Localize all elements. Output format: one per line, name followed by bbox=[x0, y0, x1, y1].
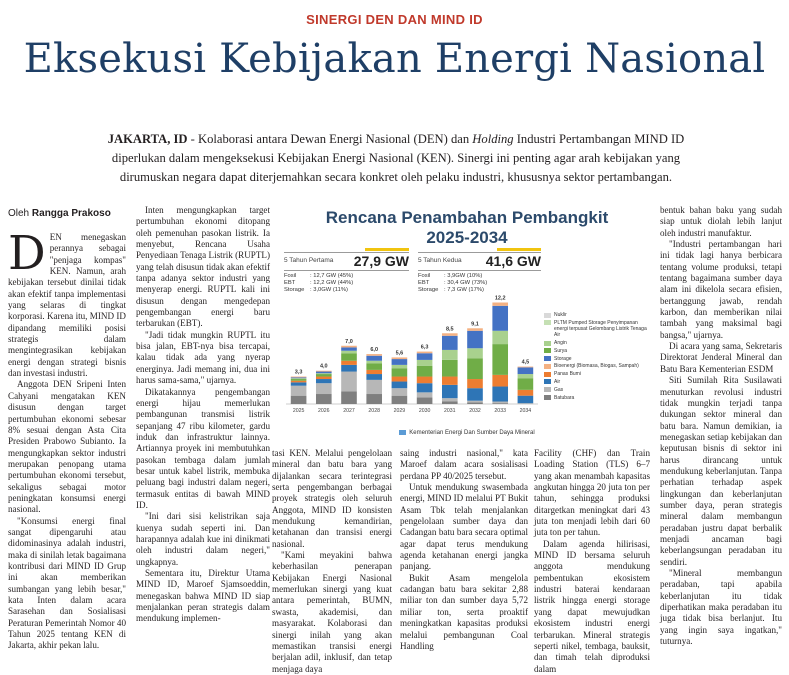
bar-segment-panas-bumi bbox=[291, 381, 307, 383]
lead-text-a: - Kolaborasi antara Dewan Energi Nasional (DEN) dan bbox=[187, 132, 473, 146]
legend-label: Angin bbox=[554, 340, 567, 346]
legend-item bbox=[544, 356, 648, 362]
bar-segment-storage bbox=[442, 336, 458, 350]
bar-segment-angin bbox=[467, 348, 483, 358]
phase-1-label: 5 Tahun Pertama bbox=[284, 257, 334, 264]
stat-value: : 7,3 GW (17%) bbox=[444, 287, 484, 294]
bar-segment-batubara bbox=[492, 403, 508, 404]
legend-label: Gas bbox=[554, 386, 564, 393]
bar-total-label: 6,0 bbox=[370, 347, 379, 354]
bar-segment-panas-bumi bbox=[467, 379, 483, 388]
body-column-1 bbox=[8, 226, 126, 652]
legend-item bbox=[544, 363, 648, 369]
paragraph: "Kami meyakini bahwa keberhasilan penerapan Kebijakan Energi Nasional memerlukan sinergi yang kuat antara pemerintah, BUMN, swasta, akademisi, dan masyarakat. Kolaborasi dan sinergi inilah yang akan memastikan transisi energi berjalan adil, inklusif, dan tetap menjaga daya bbox=[272, 550, 392, 674]
bar-total-label: 8,5 bbox=[445, 326, 454, 333]
byline-author: Rangga Prakoso bbox=[31, 208, 111, 219]
phase-2-label: 5 Tahun Kedua bbox=[418, 257, 462, 264]
legend-item bbox=[544, 348, 648, 354]
bar-segment-storage bbox=[316, 372, 332, 374]
x-tick-label: 2027 bbox=[343, 408, 355, 414]
bar-segment-angin bbox=[442, 350, 458, 360]
x-tick-label: 2033 bbox=[494, 408, 506, 414]
legend-swatch bbox=[544, 348, 551, 353]
legend-label: Nuklir bbox=[554, 312, 567, 318]
paragraph: Facility (CHF) dan Train Loading Station (TLS) 6–7 yang akan menambah kapasitas angkutan hingga 20 juta ton per tahun, sehingga produksi ditargetkan meningkat dari 43 juta ton menjadi lebih dari 60 juta ton per tahun. bbox=[534, 448, 650, 538]
stat-key: Fosil bbox=[284, 273, 297, 279]
bar-segment-panas-bumi bbox=[518, 390, 534, 396]
bar-total-label: 4,5 bbox=[521, 359, 530, 366]
bar-segment-storage bbox=[291, 377, 307, 378]
stat-key: EBT bbox=[418, 280, 430, 287]
legend-label: Air bbox=[554, 378, 561, 385]
paragraph: "Ini dari sisi kelistrikan saja kuenya sudah seperti ini. Dan harapannya adalah kue ini dinikmati oleh industri dalam negeri," ungkapnya. bbox=[136, 511, 270, 567]
bar-segment-bioenergi bbox=[366, 354, 382, 356]
body-column-4 bbox=[534, 448, 650, 675]
bar-total-label: 5,6 bbox=[395, 350, 404, 357]
bar-segment-gas bbox=[291, 386, 307, 396]
legend-swatch bbox=[544, 372, 551, 377]
byline bbox=[8, 208, 111, 219]
body-column-5 bbox=[660, 205, 782, 647]
bar-total-label: 7,0 bbox=[345, 338, 353, 345]
capacity-chart bbox=[282, 208, 652, 440]
bar-total-label: 12,2 bbox=[494, 295, 506, 302]
bar-segment-air bbox=[392, 382, 408, 389]
bar-total-label: 3,3 bbox=[294, 369, 303, 376]
source-text: Kementerian Energi Dan Sumber Daya Mineral bbox=[409, 430, 535, 437]
bar-segment-surya bbox=[442, 360, 458, 377]
legend-item bbox=[544, 312, 648, 318]
bar-segment-batubara bbox=[341, 392, 357, 404]
body-column-2b bbox=[272, 448, 392, 675]
bar-segment-batubara bbox=[316, 394, 332, 404]
bar-segment-bioenergi bbox=[518, 367, 534, 368]
legend-swatch bbox=[544, 341, 551, 346]
x-tick-label: 2025 bbox=[292, 408, 305, 414]
bar-segment-bioenergi bbox=[492, 303, 508, 306]
stat-value: : 12,7 GW (45%) bbox=[310, 273, 354, 279]
bar-segment-air bbox=[417, 383, 433, 392]
bar-segment-surya bbox=[341, 353, 357, 360]
legend-label: Storage bbox=[554, 355, 572, 362]
bar-segment-batubara bbox=[467, 402, 483, 404]
bar-segment-panas-bumi bbox=[442, 377, 458, 385]
stat-value: : 12,2 GW (44%) bbox=[310, 280, 354, 287]
bar-total-label: 4,0 bbox=[319, 363, 328, 370]
bar-segment-angin bbox=[518, 374, 534, 378]
dateline: JAKARTA, ID bbox=[107, 132, 188, 146]
paragraph: EN menegaskan perannya sebagai "penjaga kompas" KEN. Namun, arah kebijakan tersebut dinilai tidak akan efektif tanpa implementasi yang selaras di tingkat korporasi. Karena itu, MIND ID dipandang memiliki posisi strategis dalam mengintegrasikan kebijakan energi dengan strategi bisnis dan investasi industri. bbox=[8, 232, 126, 379]
bar-segment-bioenergi bbox=[417, 352, 433, 354]
stat-key: Storage bbox=[418, 287, 439, 294]
paragraph: Dalam agenda hilirisasi, MIND ID bersama seluruh anggota mendukung pembentukan ekosistem industri baterai kendaraan listrik hingga energi storage yang dapat mewujudkan ekosistem industri energi terbarukan. Mineral strategis seperti nikel, tembaga, bauksit, dan timah telah diproduksi dalam bbox=[534, 538, 650, 674]
bar-segment-panas-bumi bbox=[341, 361, 357, 365]
x-tick-label: 2031 bbox=[444, 408, 456, 414]
legend-swatch bbox=[544, 379, 551, 384]
bar-segment-storage bbox=[492, 306, 508, 331]
bar-segment-gas bbox=[467, 401, 483, 403]
legend-swatch bbox=[544, 356, 551, 361]
paragraph: Dikatakannya pengembangan energi hijau memerlukan pembangunan transmisi listrik sepanjang 47 ribu kilometer, gardu induk dan infrastruktur lainnya. Artiannya proyek ini membutuhkan pasokan tembaga dalam jumlah besar untuk kabel listrik, membuka peluang bagi industri dalam negeri, termasuk entitas di bawah MIND ID. bbox=[136, 386, 270, 510]
stat-value: : 3,9GW (10%) bbox=[444, 273, 483, 279]
paragraph: "Mineral membangun peradaban, tapi apabila keberlanjutan itu tidak diperhatikan maka peradaban itu juga tidak bisa berlanjut. Itu yang ingin saya ingatkan," tuturnya. bbox=[660, 568, 782, 647]
bar-segment-air bbox=[316, 379, 332, 383]
dropcap: D bbox=[8, 226, 46, 281]
legend-label: Surya bbox=[554, 347, 568, 354]
bar-segment-gas bbox=[316, 383, 332, 394]
paragraph: saing industri nasional," kata Maroef dalam acara sosialisasi perdana PP 40/2025 tersebut. bbox=[400, 448, 528, 481]
bar-segment-angin bbox=[291, 378, 307, 379]
bar-segment-angin bbox=[366, 361, 382, 364]
byline-prefix: Oleh bbox=[8, 208, 32, 219]
bar-segment-storage bbox=[467, 331, 483, 348]
bar-segment-batubara bbox=[366, 394, 382, 404]
paragraph: Anggota DEN Sripeni Inten Cahyani mengatakan KEN disusun dengan target pertumbuhan ekonomi sebesar 8% sesuai dengan Asta Cita Presiden Prabowo Subianto. Ia mengungkapkan sektor industri merupakan penopang utama pertumbuhan ekonomi tersebut, sekaligus sebagai motor peningkatan konsumsi energi nasional. bbox=[8, 379, 126, 515]
x-tick-label: 2030 bbox=[418, 408, 431, 414]
bar-segment-bioenergi bbox=[291, 377, 307, 378]
legend-item bbox=[544, 387, 648, 393]
bar-segment-surya bbox=[392, 368, 408, 376]
x-tick-label: 2034 bbox=[519, 408, 532, 414]
x-tick-label: 2032 bbox=[469, 408, 481, 414]
bar-segment-air bbox=[366, 374, 382, 380]
legend-swatch bbox=[544, 395, 551, 400]
chart-title-line2: 2025-2034 bbox=[426, 228, 508, 247]
bar-segment-gas bbox=[518, 403, 534, 404]
bar-segment-air bbox=[467, 388, 483, 400]
paragraph: Untuk mendukung swasembada energi, MIND ID melalui PT Bukit Asam Tbk telah menjalankan pengelolaan sumber daya dan Cadangan batu bara secara optimal agar dapat terus mendukung agenda ketahanan energi jangka panjang. bbox=[400, 482, 528, 572]
bar-segment-panas-bumi bbox=[492, 375, 508, 387]
bar-segment-gas bbox=[492, 402, 508, 404]
legend-item bbox=[544, 320, 648, 339]
bar-segment-batubara bbox=[417, 397, 433, 404]
bar-segment-gas bbox=[392, 388, 408, 395]
stat-key: Storage bbox=[284, 287, 305, 294]
bar-segment-bioenergi bbox=[467, 328, 483, 331]
legend-swatch bbox=[544, 313, 551, 318]
paragraph: "Konsumsi energi final sangat dipengaruhi atau didominasinya adalah industri, maka di sinilah letak bagaimana kontribusi dari MIND ID Grup ini akan memberikan sumbangan yang lebih besar," kata Inten dalam acara Sarasehan dan Sosialisasi Peraturan Pemerintah Nomor 40 Tahun 2025 tentang KEN di Jakarta, akhir pekan lalu. bbox=[8, 515, 126, 651]
bar-segment-gas bbox=[366, 380, 382, 394]
bar-total-label: 9,1 bbox=[471, 321, 479, 328]
legend-item bbox=[544, 340, 648, 346]
bar-segment-batubara bbox=[392, 396, 408, 404]
stat-key: EBT bbox=[284, 280, 296, 287]
headline: Eksekusi Kebijakan Energi Nasional bbox=[23, 36, 766, 82]
bar-segment-surya bbox=[316, 374, 332, 377]
bar-segment-surya bbox=[291, 379, 307, 381]
lead-holding: Holding bbox=[472, 132, 514, 146]
bar-segment-angin bbox=[492, 331, 508, 344]
bar-segment-batubara bbox=[291, 396, 307, 404]
bar-segment-panas-bumi bbox=[366, 370, 382, 374]
lead-paragraph bbox=[86, 130, 706, 187]
stat-value: : 3,0GW (11%) bbox=[310, 287, 348, 294]
bar-segment-surya bbox=[467, 358, 483, 379]
x-tick-label: 2029 bbox=[393, 408, 406, 414]
bar-segment-angin bbox=[392, 365, 408, 368]
legend-label: Batubara bbox=[554, 394, 575, 401]
bar-segment-bioenergi bbox=[316, 371, 332, 372]
bar-segment-angin bbox=[316, 373, 332, 374]
legend-label: Bioenergi (Biomasa, Biogas, Sampah) bbox=[554, 363, 639, 370]
bar-segment-air bbox=[291, 382, 307, 385]
bar-segment-air bbox=[518, 396, 534, 403]
bar-segment-panas-bumi bbox=[392, 377, 408, 382]
phase-2-total: 41,6 GW bbox=[485, 253, 541, 269]
bar-segment-gas bbox=[417, 392, 433, 397]
paragraph: Inten mengungkapkan target pertumbuhan ekonomi ditopang oleh pemenuhan pasokan listrik. Ia menyebut, Rencana Usaha Penyediaan Tenaga Listrik (RUPTL) yang telah disusun tidak akan efektif tanpa adanya sektor industri yang menyerap energi. RUPTL kali ini disusun dengan mengedepan pengembangan energi baru terbarukan (EBT). bbox=[136, 205, 270, 329]
bar-total-label: 6,3 bbox=[420, 344, 429, 351]
bar-segment-panas-bumi bbox=[417, 377, 433, 384]
bar-segment-storage bbox=[341, 347, 357, 350]
legend-label: PLTM Pumped Storage Penyimpanan energi terpusat Gelombang Listrik Tenaga Air bbox=[554, 319, 647, 339]
bar-segment-storage bbox=[417, 353, 433, 360]
bar-segment-bioenergi bbox=[442, 333, 458, 336]
legend-item bbox=[544, 395, 648, 401]
bar-segment-batubara bbox=[442, 402, 458, 405]
bar-segment-panas-bumi bbox=[316, 377, 332, 380]
chart-legend bbox=[544, 312, 648, 402]
paragraph: Sementara itu, Direktur Utama MIND ID, Maroef Sjamsoeddin, menegaskan bahwa MIND ID siap menjalankan peran strategis dalam mendukung implemen- bbox=[136, 568, 270, 624]
legend-swatch bbox=[544, 387, 551, 392]
bar-segment-air bbox=[341, 365, 357, 372]
chart-source bbox=[282, 430, 652, 436]
bar-segment-storage bbox=[518, 367, 534, 374]
legend-swatch bbox=[544, 364, 551, 369]
bar-segment-bioenergi bbox=[392, 357, 408, 359]
x-tick-label: 2028 bbox=[368, 408, 380, 414]
lead-text-b: Industri Pertambangan MIND ID diperlukan dalam mengeksekusi Kebijakan Energi Nasional (KEN). Sinergi ini penting agar arah kebijakan yang dirumuskan negara dapat diterjemahkan secara konkret oleh pelaku industri, khususnya sektor pertambangan. bbox=[111, 132, 685, 184]
x-tick-label: 2026 bbox=[318, 408, 330, 414]
bar-segment-angin bbox=[417, 360, 433, 366]
legend-item bbox=[544, 371, 648, 377]
bar-segment-gas bbox=[341, 372, 357, 392]
source-swatch bbox=[399, 430, 406, 435]
phase-1-total: 27,9 GW bbox=[353, 253, 409, 269]
stat-value: : 30,4 GW (73%) bbox=[444, 280, 488, 287]
bar-segment-storage bbox=[366, 356, 382, 361]
bar-segment-surya bbox=[518, 378, 534, 390]
bar-segment-surya bbox=[492, 344, 508, 375]
paragraph: Di acara yang sama, Sekretaris Direktorat Jenderal Mineral dan Batu Bara Kementerian ESDM bbox=[660, 341, 782, 374]
paragraph: "Jadi tidak mungkin RUPTL itu bisa jalan, EBT-nya bisa tercapai, kalau tidak ada yang nyerap energinya. Jadi memang ini, dua ini harus sama-sama," ujarnya. bbox=[136, 329, 270, 386]
bar-segment-gas bbox=[442, 398, 458, 401]
bar-segment-air bbox=[492, 387, 508, 402]
paragraph: Bukit Asam mengelola cadangan batu bara sekitar 2,88 miliar ton dan sumber daya 5,72 miliar ton, serta proaktif meningkatkan kapasitas produksi melalui pembangunan Coal Handling bbox=[400, 572, 528, 651]
bar-segment-bioenergi bbox=[341, 346, 357, 348]
bar-segment-air bbox=[442, 385, 458, 398]
body-column-3 bbox=[400, 448, 528, 652]
chart-title-line1: Rencana Penambahan Pembangkit bbox=[325, 208, 609, 227]
body-column-2 bbox=[136, 205, 270, 625]
paragraph: bentuk bahan baku yang sudah siap untuk diolah lebih lanjut oleh industri manufaktur. bbox=[660, 205, 782, 238]
legend-label: Panas Bumi bbox=[554, 371, 581, 378]
legend-item bbox=[544, 379, 648, 385]
paragraph: tasi KEN. Melalui pengelolaan mineral dan batu bara yang dijalankan secara terintegrasi serta pengembangan berbagai proyek strategis oleh seluruh Anggota, MIND ID konsisten mendukung kemandirian, ketahanan dan transisi energi nasional. bbox=[272, 448, 392, 549]
paragraph: "Industri pertambangan hari ini tidak lagi hanya berbicara tentang volume produksi, tetapi tentang bagaimana sumber daya alam ini dikelola secara efisien, bertanggung jawab, rendah karbon, dan memberikan nilai tambah yang maksimal bagi bangsa," ujarnya. bbox=[660, 239, 782, 340]
bar-segment-surya bbox=[366, 363, 382, 370]
legend-swatch bbox=[544, 320, 551, 325]
bar-segment-angin bbox=[341, 351, 357, 354]
bar-segment-storage bbox=[392, 359, 408, 365]
stat-key: Fosil bbox=[418, 273, 431, 279]
bar-segment-surya bbox=[417, 366, 433, 377]
kicker: SINERGI DEN DAN MIND ID bbox=[306, 12, 483, 27]
paragraph: Siti Sumilah Rita Susilawati menuturkan revolusi industri tidak mungkin terjadi tanpa dukungan sektor mineral dan batu bara. Namun demikian, ia menegaskan setiap kebijakan dan keputusan bisnis di sektor ini harus dirancang untuk mendukung keberlanjutan. Tanpa perhatian terhadap aspek lingkungan dan keberlanjutan sumber daya, peran strategis mineral dalam membangun peradaban justru dapat berbalik menjadi ancaman bagi keberlangsungan peradaban itu sendiri. bbox=[660, 375, 782, 567]
